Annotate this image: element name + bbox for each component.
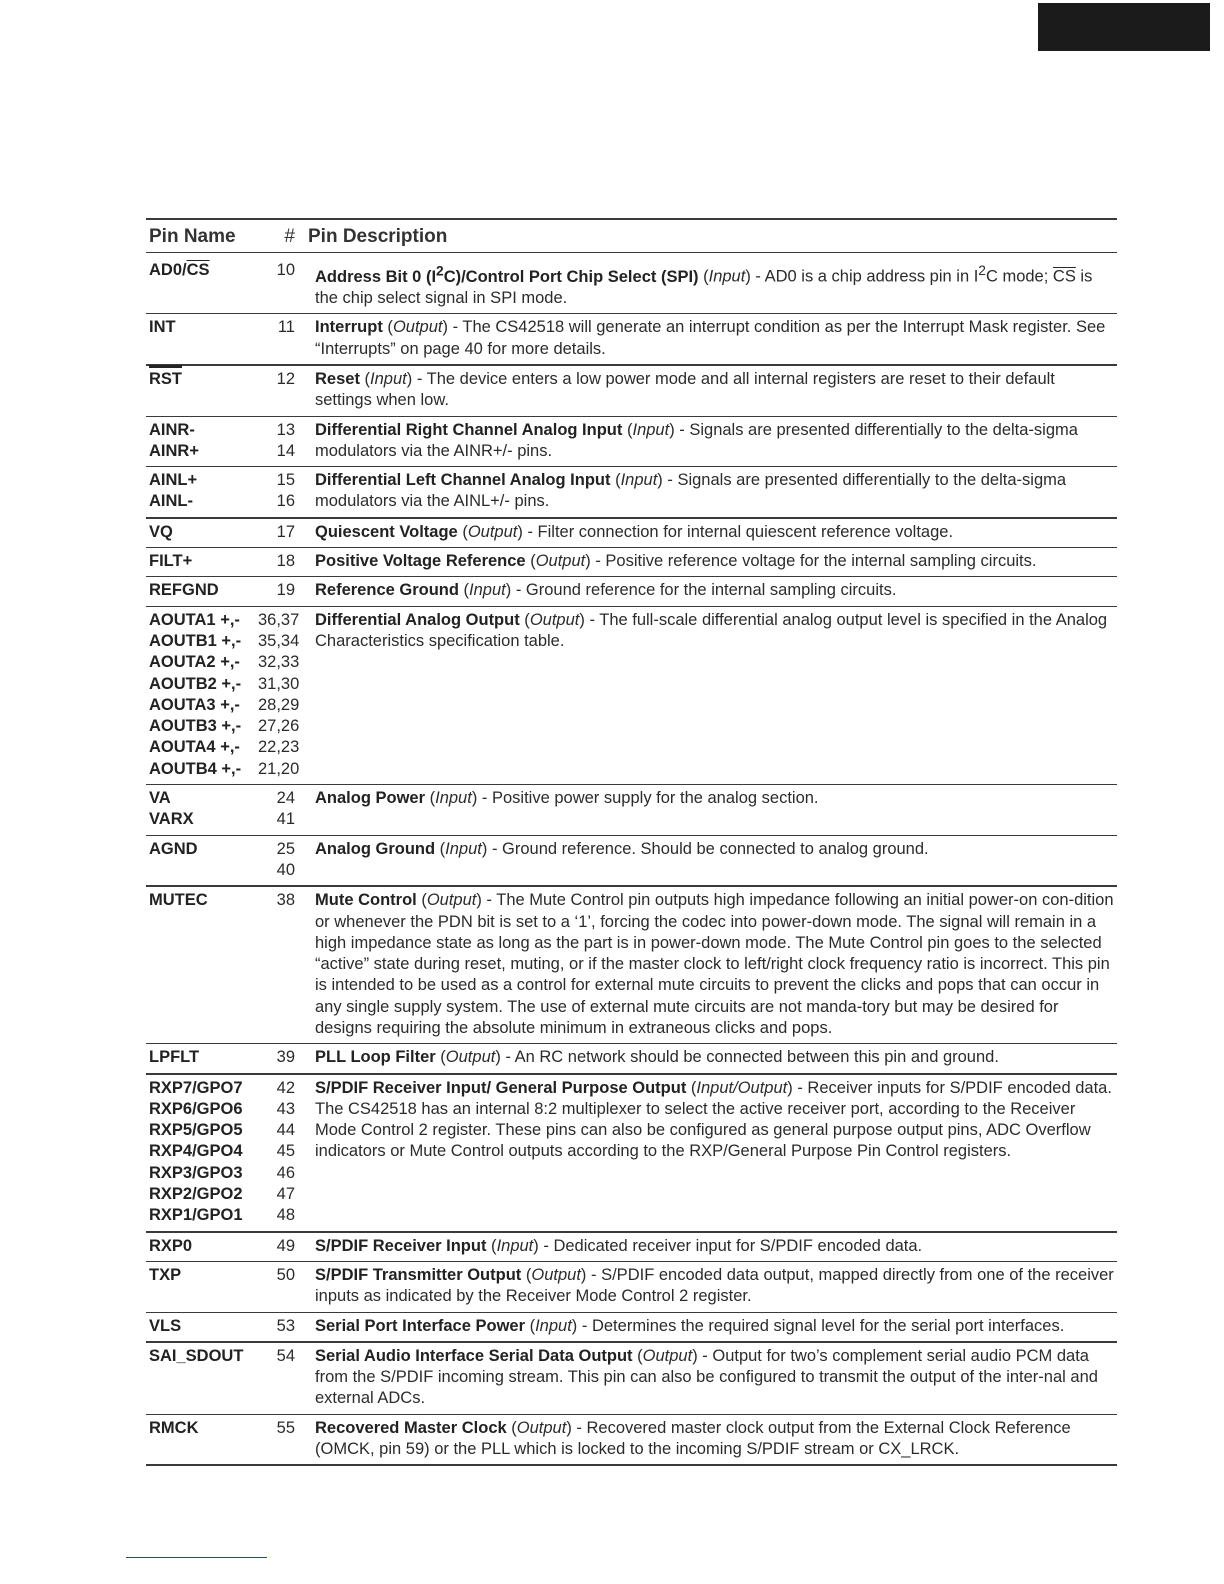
table-header-row: [146, 219, 1117, 253]
pin-number: 17: [255, 518, 305, 548]
pin-detail: - Filter connection for internal quiescent reference voltage.: [527, 522, 954, 541]
pin-description: PLL Loop Filter (Output) - An RC network should be connected between this pin and ground.: [305, 1044, 1117, 1074]
pin-detail: - AD0 is a chip address pin in I: [755, 267, 979, 286]
pin-detail: - Signals are presented differentially to the delta-sigma modulators via the AINL+/- pins.: [315, 471, 1067, 511]
pin-detail: - Dedicated receiver input for S/PDIF encoded data.: [543, 1236, 923, 1255]
pin-function: Differential Analog Output: [315, 610, 520, 629]
pin-detail: - The Mute Control pin outputs high impedance following an initial power-on con-dition or whenever the PDN bit is set to a ‘1’, forcing the codec into power-down mode. The signal will remain in a high impedance state as long as the part is in power-down mode. The Mute Control pin goes to the selected “active” state during reset, muting, or if the master clock to left/right clock frequency ratio is incorrect. This pin is intended to be used as a control for external mute circuits to prevent the clicks and pops that can occur in any single supply system. The use of external mute circuits are not manda-tory but may be desired for designs requiring the absolute minimum in extraneous clicks and pops.: [315, 891, 1114, 1037]
pin-description: Differential Left Channel Analog Input (Input) - Signals are presented differentially to the delta-sigma modulators via the AINL+/- pins.: [305, 467, 1117, 518]
pin-name: AINR- AINR+: [146, 416, 255, 467]
pin-description: Analog Ground (Input) - Ground reference. Should be connected to analog ground.: [305, 835, 1117, 886]
pin-detail: C mode;: [985, 267, 1053, 286]
pin-name: RXP7/GPO7 RXP6/GPO6 RXP5/GPO5 RXP4/GPO4 RXP3/GPO3 RXP2/GPO2 RXP1/GPO1: [146, 1074, 255, 1232]
pin-direction: Input: [535, 1316, 572, 1335]
pin-number: 11: [255, 314, 305, 365]
pin-function: S/PDIF Receiver Input/ General Purpose Output: [315, 1078, 687, 1097]
pin-function: Differential Right Channel Analog Input: [315, 420, 623, 439]
pin-number: 36,37 35,34 32,33 31,30 28,29 27,26 22,23 21,20: [255, 606, 305, 784]
pin-function: Reference Ground: [315, 581, 459, 600]
pin-direction: Output: [529, 610, 580, 629]
pin-number: 13 14: [255, 416, 305, 467]
pin-detail: - The CS42518 will generate an interrupt condition as per the Interrupt Mask register. See “Interrupts” on page 40 for more details.: [315, 318, 1106, 358]
pin-function-part: Address Bit 0 (I: [315, 267, 437, 286]
pin-detail: - The full-scale differential analog output level is specified in the Analog Characteristics specification table.: [315, 610, 1108, 650]
pin-function: [315, 263, 699, 286]
table-row: [146, 1342, 1117, 1414]
pin-number: 18: [255, 548, 305, 577]
footer-rule: [126, 1557, 267, 1558]
pin-name: AGND: [146, 835, 255, 886]
pin-function-part: C)/Control Port Chip Select (SPI): [443, 267, 699, 286]
pin-detail: is the chip select signal in SPI mode.: [315, 267, 1093, 308]
pin-name: VA VARX: [146, 785, 255, 836]
pin-detail: - Recovered master clock output from the External Clock Reference (OMCK, pin 59) or the PLL which is locked to the incoming S/PDIF stream or CX_LRCK.: [315, 1418, 1071, 1459]
pin-name: FILT+: [146, 548, 255, 577]
pin-function: Quiescent Voltage: [315, 522, 458, 541]
pin-description: Differential Analog Output (Output) - The full-scale differential analog output level is specified in the Analog Characteristics specification table.: [305, 606, 1117, 784]
pin-function: Mute Control: [315, 891, 417, 910]
pin-function: Reset: [315, 369, 360, 388]
table-row: [146, 835, 1117, 886]
table-row: [146, 577, 1117, 606]
pin-description: Recovered Master Clock (Output) - Recovered master clock output from the External Clock Reference (OMCK, pin 59) or the PLL which is locked to the incoming S/PDIF stream or CX_LRCK.: [305, 1414, 1117, 1465]
pin-detail: - Ground reference. Should be connected to analog ground.: [491, 839, 929, 858]
pin-direction: Input: [435, 789, 472, 808]
table-row: [146, 416, 1117, 467]
pin-detail-sup: 2: [978, 263, 986, 279]
pin-direction: Input: [620, 471, 658, 490]
pin-detail: - An RC network should be connected between this pin and ground.: [505, 1048, 999, 1067]
table-row: [146, 467, 1117, 518]
pin-name: AOUTA1 +,- AOUTB1 +,- AOUTA2 +,- AOUTB2 +,- AOUTA3 +,- AOUTB3 +,- AOUTA4 +,- AOUTB4 +,-: [146, 606, 255, 784]
pin-description-table: [146, 218, 1117, 1466]
pin-description: Serial Audio Interface Serial Data Output (Output) - Output for two’s complement serial audio PCM data from the S/PDIF incoming stream. This pin can also be configured to transmit the output of the inter-nal and external ADCs.: [305, 1342, 1117, 1414]
pin-name: AINL+ AINL-: [146, 467, 255, 518]
pin-description: Quiescent Voltage (Output) - Filter connection for internal quiescent reference voltage.: [305, 518, 1117, 548]
table-row: [146, 606, 1117, 784]
pin-function: S/PDIF Receiver Input: [315, 1236, 487, 1255]
pin-detail: - Receiver inputs for S/PDIF encoded data. The CS42518 has an internal 8:2 multiplexer to select the active receiver port, according to the Receiver Mode Control 2 register. These pins can also be configured as general purpose output pins, ADC Overflow indicators or Mute Control outputs according to the RXP/General Purpose Pin Control registers.: [315, 1078, 1112, 1161]
pin-detail: - S/PDIF encoded data output, mapped directly from one of the receiver inputs as indicated by the Receiver Mode Control 2 register.: [315, 1265, 1114, 1306]
pin-number: 49: [255, 1232, 305, 1262]
pin-direction: Input: [445, 839, 482, 858]
header-number: #: [255, 219, 305, 253]
pin-number: 39: [255, 1044, 305, 1074]
table-row: [146, 314, 1117, 365]
pin-name: RMCK: [146, 1414, 255, 1465]
pin-direction: Input/Output: [696, 1078, 788, 1097]
pin-detail: - Determines the required signal level for the serial port interfaces.: [581, 1316, 1065, 1335]
pin-name: VQ: [146, 518, 255, 548]
pin-direction: Output: [516, 1418, 567, 1437]
pin-function: Serial Audio Interface Serial Data Output: [315, 1346, 633, 1365]
table-row: [146, 1312, 1117, 1342]
pin-direction: Output: [531, 1265, 581, 1284]
pin-direction: Input: [469, 581, 506, 600]
pin-name: [146, 365, 255, 416]
pin-function: Analog Power: [315, 789, 426, 808]
pin-function: Differential Left Channel Analog Input: [315, 471, 611, 490]
pin-direction: Output: [642, 1346, 693, 1365]
pin-function: Interrupt: [315, 318, 383, 337]
pin-name: REFGND: [146, 577, 255, 606]
pin-detail: - Output for two’s complement serial audio PCM data from the S/PDIF incoming stream. This pin can also be configured to transmit the output of the inter-nal and external ADCs.: [315, 1346, 1098, 1408]
pin-name: LPFLT: [146, 1044, 255, 1074]
pin-description: S/PDIF Receiver Input (Input) - Dedicated receiver input for S/PDIF encoded data.: [305, 1232, 1117, 1262]
pin-name: INT: [146, 314, 255, 365]
pin-direction: Output: [445, 1048, 496, 1067]
pin-description: S/PDIF Transmitter Output (Output) - S/PDIF encoded data output, mapped directly from one of the receiver inputs as indicated by the Receiver Mode Control 2 register.: [305, 1261, 1117, 1312]
pin-number: 54: [255, 1342, 305, 1414]
table-row: [146, 365, 1117, 416]
pin-description: Analog Power (Input) - Positive power supply for the analog section.: [305, 785, 1117, 836]
pin-description: Positive Voltage Reference (Output) - Positive reference voltage for the internal sampling circuits.: [305, 548, 1117, 577]
pin-detail: - Ground reference for the internal sampling circuits.: [515, 581, 897, 600]
pin-description: Differential Right Channel Analog Input (Input) - Signals are presented differentially to the delta-sigma modulators via the AINR+/- pins.: [305, 416, 1117, 467]
pin-function-sup: 2: [436, 263, 444, 279]
pin-description: Interrupt (Output) - The CS42518 will generate an interrupt condition as per the Interrupt Mask register. See “Interrupts” on page 40 for more details.: [305, 314, 1117, 365]
pin-number: 25 40: [255, 835, 305, 886]
pin-name: RXP0: [146, 1232, 255, 1262]
pin-direction: Output: [535, 552, 586, 571]
pin-number: 38: [255, 886, 305, 1044]
pin-name: SAI_SDOUT: [146, 1342, 255, 1414]
pin-name: $AD0/\overline{CS}$: [146, 253, 255, 314]
pin-number: 55: [255, 1414, 305, 1465]
pin-number: 53: [255, 1312, 305, 1342]
table-row: [146, 1414, 1117, 1465]
pin-number: 50: [255, 1261, 305, 1312]
pin-function: Recovered Master Clock: [315, 1418, 507, 1437]
pin-number: 15 16: [255, 467, 305, 518]
pin-direction: Output: [426, 891, 477, 910]
pin-direction: Input: [632, 420, 670, 439]
pin-name: MUTEC: [146, 886, 255, 1044]
pin-detail: - Positive power supply for the analog section.: [481, 789, 819, 808]
pin-name-cs: $\overline{CS}$: [186, 261, 210, 280]
pin-detail-overline: $\overline{CS}$: [1052, 267, 1076, 286]
page-corner-tab: [1038, 3, 1210, 51]
pin-name: VLS: [146, 1312, 255, 1342]
pin-description: Reference Ground (Input) - Ground reference for the internal sampling circuits.: [305, 577, 1117, 606]
pin-direction: Output: [392, 318, 443, 337]
pin-direction: Input: [708, 267, 746, 286]
pin-description: Reset (Input) - The device enters a low power mode and all internal registers are reset to their default settings when low.: [305, 365, 1117, 416]
pin-number: 42 43 44 45 46 47 48: [255, 1074, 305, 1232]
pin-detail: - The device enters a low power mode and all internal registers are reset to their default settings when low.: [315, 369, 1055, 410]
pin-description: Mute Control (Output) - The Mute Control pin outputs high impedance following an initial power-on con-dition or whenever the PDN bit is set to a ‘1’, forcing the codec into power-down mode. The signal will remain in a high impedance state as long as the part is in power-down mode. The Mute Control pin goes to the selected “active” state during reset, muting, or if the master clock to left/right clock frequency ratio is incorrect. This pin is intended to be used as a control for external mute circuits to prevent the clicks and pops that can occur in any single supply system. The use of external mute circuits are not manda-tory but may be desired for designs requiring the absolute minimum in extraneous clicks and pops.: [305, 886, 1117, 1044]
pin-description: S/PDIF Receiver Input/ General Purpose Output (Input/Output) - Receiver inputs for S/PDIF encoded data. The CS42518 has an internal 8:2 multiplexer to select the active receiver port, according to the Receiver Mode Control 2 register. These pins can also be configured as general purpose output pins, ADC Overflow indicators or Mute Control outputs according to the RXP/General Purpose Pin Control registers.: [305, 1074, 1117, 1232]
pin-name: TXP: [146, 1261, 255, 1312]
table-row: [146, 1074, 1117, 1232]
table-row: [146, 548, 1117, 577]
pin-direction: Input: [496, 1236, 534, 1255]
pin-detail: - Signals are presented differentially to the delta-sigma modulators via the AINR+/- pins.: [315, 420, 1078, 460]
table-row: [146, 1044, 1117, 1074]
table-row: [146, 785, 1117, 836]
table-row: [146, 1261, 1117, 1312]
pin-description: Address Bit 0 $(I^2C)$/Control Port Chip Select (SPI) (Input) - AD0 is a chip address pin in $I^2C$ mode; $\overline{CS}$ is the chip select signal in SPI mode.: [305, 253, 1117, 314]
pin-direction: Output: [467, 522, 518, 541]
pin-number: 24 41: [255, 785, 305, 836]
pin-number: 19: [255, 577, 305, 606]
pin-name-overbar: RST: [149, 369, 182, 390]
pin-function: S/PDIF Transmitter Output: [315, 1265, 522, 1284]
pin-detail: - Positive reference voltage for the internal sampling circuits.: [595, 552, 1037, 571]
pin-function: Serial Port Interface Power: [315, 1316, 525, 1335]
table-row: [146, 253, 1117, 314]
table-row: [146, 518, 1117, 548]
table-row: [146, 886, 1117, 1044]
pin-direction: Input: [370, 369, 407, 388]
header-pin-description: Pin Description: [305, 219, 1117, 253]
table-row: [146, 1232, 1117, 1262]
pin-number: 12: [255, 365, 305, 416]
header-pin-name: Pin Name: [146, 219, 255, 253]
pin-function: Positive Voltage Reference: [315, 552, 526, 571]
pin-description: Serial Port Interface Power (Input) - Determines the required signal level for the serial port interfaces.: [305, 1312, 1117, 1342]
pin-number: 10: [255, 253, 305, 314]
pin-function: Analog Ground: [315, 839, 436, 858]
pin-function: PLL Loop Filter: [315, 1048, 436, 1067]
